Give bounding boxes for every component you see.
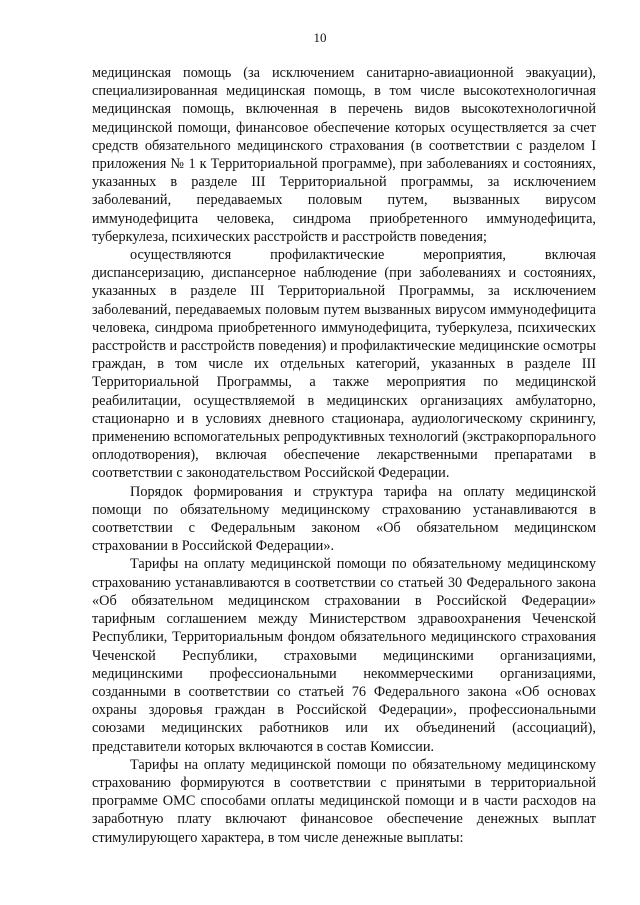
paragraph-tariff-agreement: Тарифы на оплату медицинской помощи по обязательному медицинскому страхованию устанавливаются в соответствии со статьей 30 Федерального закона «Об обязательном медицинском страховании в Российской Федерации» тарифным соглашением между Министерством здравоохранения Чеченской Республики, Территориальным фондом обязательного медицинского страхования Чеченской Республики, страховыми медицинскими организациями, медицинскими профессиональными некоммерческими организациями, созданными в соответствии со статьей 76 Федерального закона «Об основах охраны здоровья граждан в Российской Федерации», профессиональными союзами медицинских работников или их объединений (ассоциаций), представители которых включаются в состав Комиссии.: [92, 556, 596, 755]
paragraph-preventive-measures: осуществляются профилактические мероприятия, включая диспансеризацию, диспансерное наблюдение (при заболеваниях и состояниях, указанных в разделе III Территориальной Программы, за исключением заболеваний, передаваемых половым путем вызванных вирусом иммунодефицита человека, синдрома приобретенного иммунодефицита, туберкулеза, психических расстройств и расстройств поведения) и профилактические медицинские осмотры граждан, в том числе их отдельных категорий, указанных в разделе III Территориальной Программы, а также мероприятия по медицинской реабилитации, осуществляемой в медицинских организациях амбулаторно, стационарно и в условиях дневного стационара, аудиологическому скринингу, применению вспомогательных репродуктивных технологий (экстракорпорального оплодотворения), включая обеспечение лекарственными препаратами в соответствии с законодательством Российской Федерации.: [92, 247, 596, 482]
paragraph-continuation: медицинская помощь (за исключением санитарно-авиационной эвакуации), специализированная медицинская помощь, в том числе высокотехнологичная медицинская помощь, включенная в перечень видов высокотехнологичной медицинской помощи, финансовое обеспечение которых осуществляется за счет средств обязательного медицинского страхования (в соответствии с разделом I приложения № 1 к Территориальной программе), при заболеваниях и состояниях, указанных в разделе III Территориальной программы, за исключением заболеваний, передаваемых половым путем, вызванных вирусом иммунодефицита человека, синдрома приобретенного иммунодефицита, туберкулеза, психических расстройств и расстройств поведения;: [92, 65, 596, 245]
document-body: [92, 64, 596, 847]
paragraph-tariff-structure: Порядок формирования и структура тарифа на оплату медицинской помощи по обязательному медицинскому страхованию устанавливаются в соответствии с Федеральным законом «Об обязательном медицинском страховании в Российской Федерации».: [92, 483, 596, 555]
page-number: 10: [313, 30, 327, 45]
paragraph-tariff-formation: Тарифы на оплату медицинской помощи по обязательному медицинскому страхованию формируются в соответствии с принятыми в территориальной программе ОМС способами оплаты медицинской помощи и в части расходов на заработную плату включают финансовое обеспечение денежных выплат стимулирующего характера, в том числе денежные выплаты:: [92, 756, 596, 846]
